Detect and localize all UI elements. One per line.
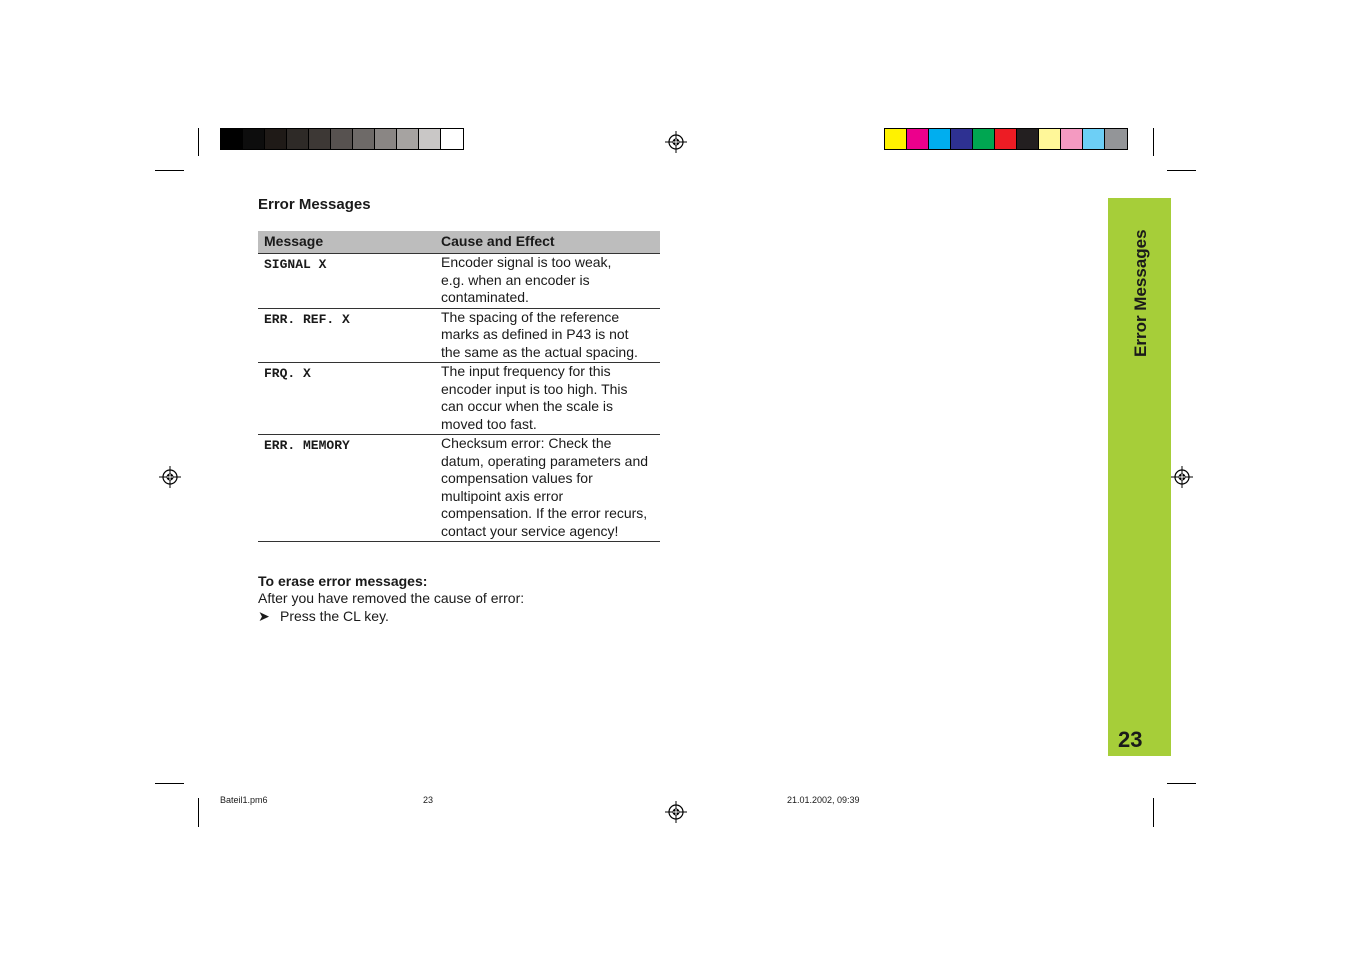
arrow-right-icon: ➤	[258, 608, 270, 624]
color-swatch	[1105, 129, 1127, 149]
section-title: Error Messages	[258, 196, 371, 213]
crop-mark	[155, 170, 184, 171]
color-swatch	[885, 129, 907, 149]
erase-step-text: Press the CL key.	[280, 608, 389, 624]
chapter-tab-label: Error Messages	[1131, 229, 1150, 357]
color-swatch	[221, 129, 243, 149]
footer-filename: Bateil1.pm6	[220, 795, 268, 805]
error-code: FRQ. X	[258, 363, 435, 435]
error-cause: Checksum error: Check the datum, operating parameters and compensation values for multipoint axis error compensation. If the error recurs, contact your service agency!	[435, 435, 660, 542]
color-swatch	[265, 129, 287, 149]
erase-step	[258, 608, 389, 625]
color-swatch	[1039, 129, 1061, 149]
color-calibration-bar	[884, 128, 1128, 150]
error-cause: The input frequency for this encoder input is too high. This can occur when the scale is moved too fast.	[435, 363, 660, 435]
color-swatch	[1083, 129, 1105, 149]
crop-mark	[198, 798, 199, 827]
column-header-cause: Cause and Effect	[435, 231, 660, 254]
grayscale-calibration-bar	[220, 128, 464, 150]
page-number: 23	[1118, 727, 1143, 752]
crop-mark	[1167, 783, 1196, 784]
erase-heading: To erase error messages:	[258, 573, 428, 589]
table-row	[258, 254, 660, 309]
column-header-message: Message	[258, 231, 435, 254]
crop-mark	[1167, 170, 1196, 171]
error-cause: The spacing of the reference marks as defined in P43 is not the same as the actual spacing.	[435, 308, 660, 363]
color-swatch	[243, 129, 265, 149]
error-cause: Encoder signal is too weak, e.g. when an encoder is contaminated.	[435, 254, 660, 309]
table-row	[258, 308, 660, 363]
table-row	[258, 435, 660, 542]
color-swatch	[353, 129, 375, 149]
color-swatch	[309, 129, 331, 149]
color-swatch	[907, 129, 929, 149]
registration-mark-icon	[1171, 466, 1193, 488]
color-swatch	[375, 129, 397, 149]
registration-mark-icon	[665, 801, 687, 823]
color-swatch	[929, 129, 951, 149]
error-code: ERR. MEMORY	[258, 435, 435, 542]
crop-mark	[1153, 128, 1154, 156]
crop-mark	[155, 783, 184, 784]
color-swatch	[951, 129, 973, 149]
error-code: ERR. REF. X	[258, 308, 435, 363]
color-swatch	[973, 129, 995, 149]
color-swatch	[419, 129, 441, 149]
erase-instruction: After you have removed the cause of error:	[258, 590, 525, 606]
error-code: SIGNAL X	[258, 254, 435, 309]
color-swatch	[1017, 129, 1039, 149]
table-row	[258, 363, 660, 435]
crop-mark	[1153, 798, 1154, 827]
color-swatch	[995, 129, 1017, 149]
color-swatch	[1061, 129, 1083, 149]
crop-mark	[198, 128, 199, 156]
footer-page: 23	[423, 795, 434, 805]
registration-mark-icon	[665, 131, 687, 153]
color-swatch	[441, 129, 463, 149]
table-header-row	[258, 231, 660, 254]
color-swatch	[287, 129, 309, 149]
color-swatch	[397, 129, 419, 149]
footer-datetime: 21.01.2002, 09:39	[787, 795, 860, 805]
registration-mark-icon	[159, 466, 181, 488]
error-messages-table	[258, 231, 660, 542]
color-swatch	[331, 129, 353, 149]
